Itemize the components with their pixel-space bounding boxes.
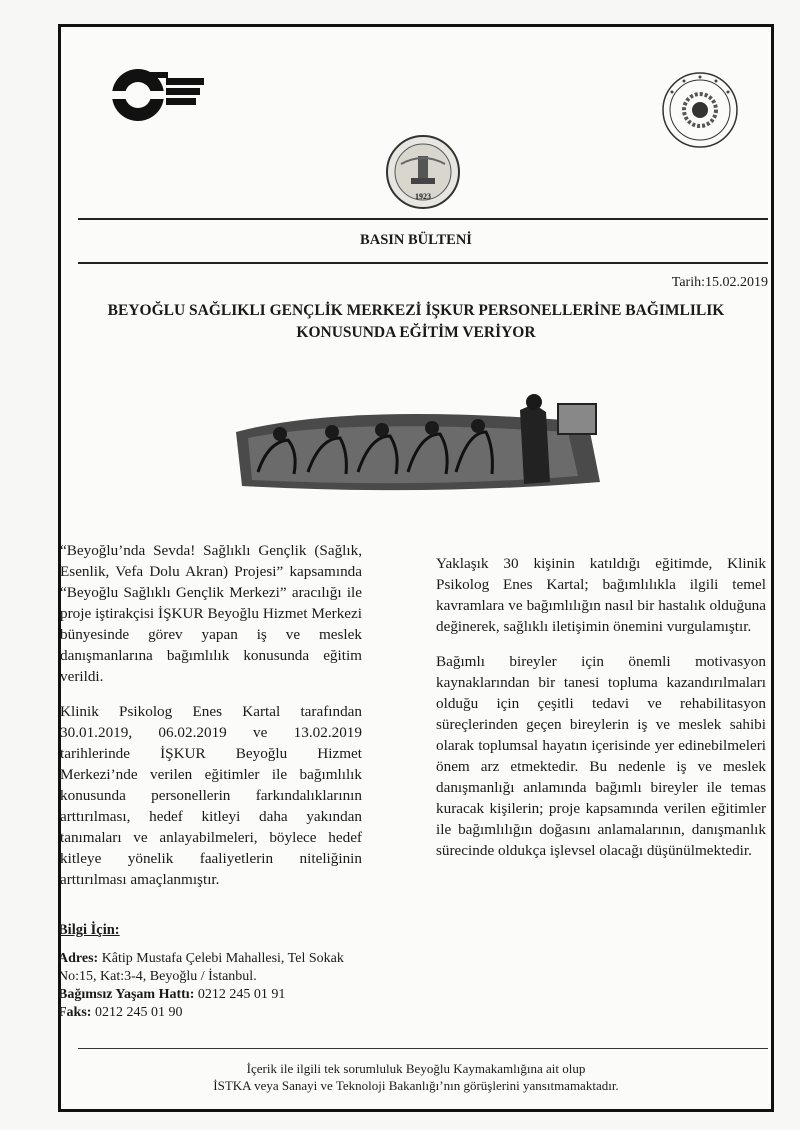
hotline-value: 0212 245 01 91 xyxy=(194,987,286,1002)
kaymakamlik-seal xyxy=(385,134,461,210)
classroom-illustration-icon xyxy=(228,392,604,494)
headline-line1: BEYOĞLU SAĞLIKLI GENÇLİK MERKEZİ İŞKUR PERSONELLERİNE BAĞIMLILIK xyxy=(107,302,725,319)
hotline-row xyxy=(58,986,388,1004)
footer xyxy=(58,1060,774,1094)
left-paragraph-1: “Beyoğlu’nda Sevda! Sağlıklı Gençlik (Sağlık, Esenlik, Vefa Dolu Akran) Projesi” kapsamında “Beyoğlu Sağlıklı Gençlik Merkezi” aracılığı ile proje iştirakçisi İŞKUR Beyoğlu Hizmet Merkezi bünyesinde görev yapan iş ve meslek danışmanlarına bağımlılık konusunda eğitim verildi. xyxy=(60,542,362,685)
footer-divider xyxy=(78,1048,768,1049)
headline xyxy=(58,300,774,344)
address-label: Adres: xyxy=(58,951,99,966)
contact-heading: Bilgi İçin: xyxy=(58,922,120,938)
left-column xyxy=(60,540,362,904)
ministry-seal-icon xyxy=(660,70,740,150)
left-paragraph-2: Klinik Psikolog Enes Kartal tarafından 30.01.2019, 06.02.2019 ve 13.02.2019 tarihlerinde İŞKUR Beyoğlu Hizmet Merkezi’nde verilen eğitimler ile bağımlılık konusunda personellerin farkındalıklarının arttırılması, hedef kitleyi daha yakından tanımaları ve anlayabilmeleri, böylece hedef kitleye yönelik faaliyetlerin niteliğinin arttırılması amaçlanmıştır. xyxy=(60,703,362,888)
classroom-illustration xyxy=(228,392,604,494)
kaymakamlik-seal-year: 1923 xyxy=(415,192,431,201)
address-row xyxy=(58,950,388,968)
address-line1: Kâtip Mustafa Çelebi Mahallesi, Tel Sokak xyxy=(98,951,344,966)
istka-logo-icon xyxy=(108,62,228,128)
footer-line2: İSTKA veya Sanayi ve Teknoloji Bakanlığı’nın görüşlerini yansıtmamaktadır. xyxy=(213,1078,619,1093)
fax-row xyxy=(58,1004,388,1022)
bulletin-label: BASIN BÜLTENİ xyxy=(360,232,472,248)
right-paragraph-2: Bağımlı bireyler için önemli motivasyon kaynaklarından bir tanesi topluma kazandırılmaları olduğu için çeşitli tedavi ve rehabilitasyon süreçlerinden geçen bireylerin iş ve meslek sahibi olarak toplumsal hayatın içerisinde yer edinebilmeleri önem arz etmektedir. Bu nedenle iş ve meslek danışmanlığı anlamında bağımlı bireyler ile temas kuracak kişilerin; proje kapsamında verilen eğitimler ile bağımlılığın doğasını anlamalarının, danışmanlık sürecinde oldukça işlevsel olacağı düşünülmektedir. xyxy=(436,653,766,859)
date: Tarih:15.02.2019 xyxy=(671,275,768,290)
ministry-seal xyxy=(660,70,740,150)
footer-line1: İçerik ile ilgili tek sorumluluk Beyoğlu Kaymakamlığına ait olup xyxy=(246,1061,586,1076)
right-paragraph-1: Yaklaşık 30 kişinin katıldığı eğitimde, Klinik Psikolog Enes Kartal; bağımlılıkla ilgili temel kavramlara ve bağımlılığın nasıl bir hastalık olduğuna değinerek, sağlıklı iletişimin önemini vurgulamıştır. xyxy=(436,555,766,635)
hotline-label: Bağımsız Yaşam Hattı: xyxy=(58,987,195,1002)
fax-label: Faks: xyxy=(58,1005,92,1020)
right-column xyxy=(436,553,766,875)
fax-value: 0212 245 01 90 xyxy=(91,1005,183,1020)
address-line2: No:15, Kat:3-4, Beyoğlu / İstanbul. xyxy=(58,969,257,984)
header-divider xyxy=(78,218,768,220)
contact-block xyxy=(58,950,388,1022)
istka-logo xyxy=(108,62,228,128)
bulletin-divider xyxy=(78,262,768,264)
headline-line2: KONUSUNDA EĞİTİM VERİYOR xyxy=(296,324,536,341)
